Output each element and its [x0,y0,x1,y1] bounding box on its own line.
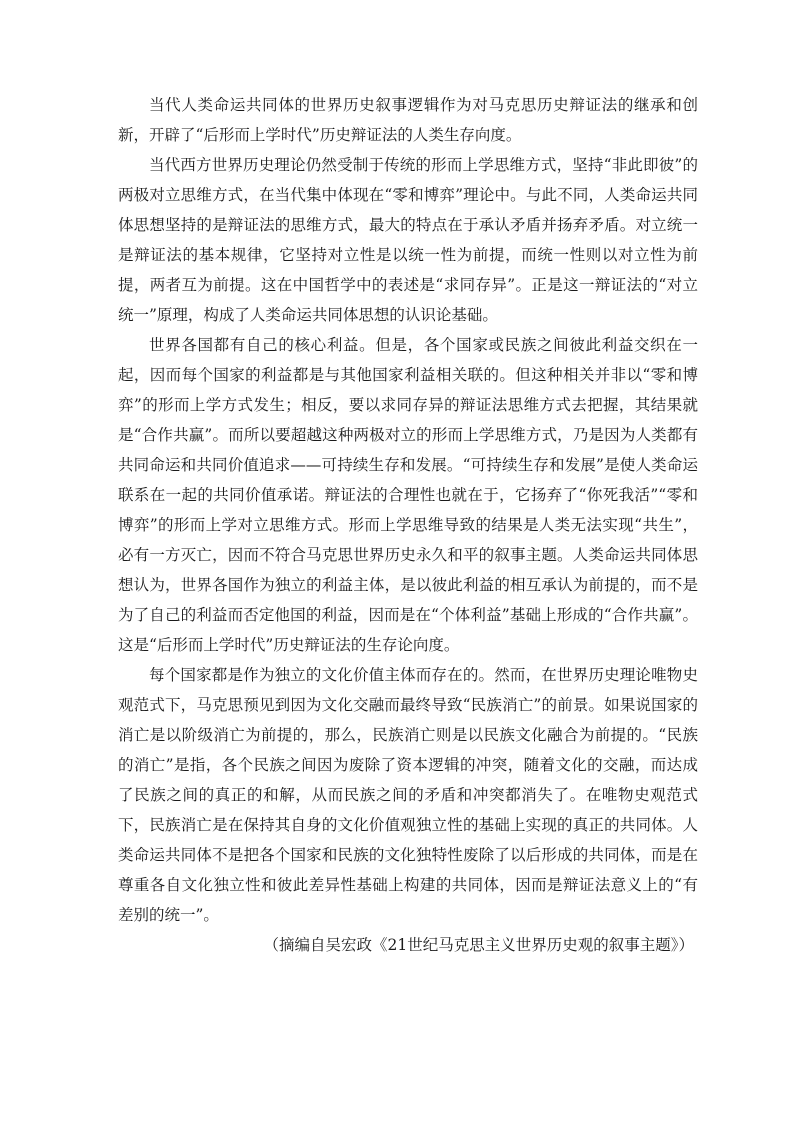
article-paragraph-4: 每个国家都是作为独立的文化价值主体而存在的。然而，在世界历史理论唯物史观范式下，马克思预见到因为文化交融而最终导致“民族消亡”的前景。如果说国家的消亡是以阶级消亡为前提的，那么，民族消亡则是以民族文化融合为前提的。“民族的消亡”是指，各个民族之间因为废除了资本逻辑的冲突，随着文化的交融，而达成了民族之间的真正的和解，从而民族之间的矛盾和冲突都消失了。在唯物史观范式下，民族消亡是在保持其自身的文化价值观独立性的基础上实现的真正的共同体。人类命运共同体不是把各个国家和民族的文化独特性废除了以后形成的共同体，而是在尊重各自文化独立性和彼此差异性基础上构建的共同体，因而是辩证法意义上的“有差别的统一”。 [118,666,698,924]
article-body [118,90,698,960]
article-paragraph-3: 世界各国都有自己的核心利益。但是，各个国家或民族之间彼此利益交织在一起，因而每个国家的利益都是与其他国家利益相关联的。但这种相关并非以“零和博弈”的形而上学方式发生；相反，要以求同存异的辩证法思维方式去把握，其结果就是“合作共赢”。而所以要超越这种两极对立的形而上学思维方式，乃是因为人类都有共同命运和共同价值追求——可持续生存和发展。“可持续生存和发展”是使人类命运联系在一起的共同价值承诺。辩证法的合理性也就在于，它扬弃了“你死我活”“零和博弈”的形而上学对立思维方式。形而上学思维导致的结果是人类无法实现“共生”，必有一方灭亡，因而不符合马克思世界历史永久和平的叙事主题。人类命运共同体思想认为，世界各国作为独立的利益主体，是以彼此利益的相互承认为前提的，而不是为了自己的利益而否定他国的利益，因而是在“个体利益”基础上形成的“合作共赢”。这是“后形而上学时代”历史辩证法的生存论向度。 [118,336,698,654]
article-paragraph-1: 当代人类命运共同体的世界历史叙事逻辑作为对马克思历史辩证法的继承和创新，开辟了“后形而上学时代”历史辩证法的人类生存向度。 [118,96,698,144]
article-paragraph-2: 当代西方世界历史理论仍然受制于传统的形而上学思维方式，坚持“非此即彼”的两极对立思维方式，在当代集中体现在“零和博弈”理论中。与此不同，人类命运共同体思想坚持的是辩证法的思维方式，最大的特点在于承认矛盾并扬弃矛盾。对立统一是辩证法的基本规律，它坚持对立性是以统一性为前提，而统一性则以对立性为前提，两者互为前提。这在中国哲学中的表述是“求同存异”。正是这一辩证法的“对立统一”原理，构成了人类命运共同体思想的认识论基础。 [118,156,698,324]
article-source: （摘编自吴宏政《21世纪马克思主义世界历史观的叙事主题》） [263,936,694,954]
